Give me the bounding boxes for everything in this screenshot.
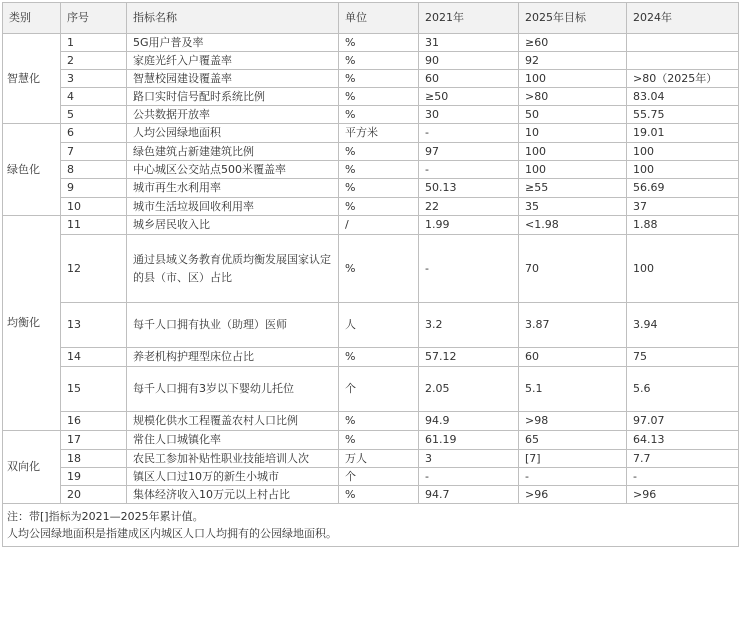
table-row: [3, 52, 739, 70]
value-2024: [627, 52, 739, 70]
table-row: [3, 235, 739, 303]
header-2021: 2021年: [419, 3, 519, 34]
table-row: [3, 412, 739, 431]
value-2025-target: 70: [519, 235, 627, 303]
table-row: [3, 486, 739, 504]
value-2024: 19.01: [627, 124, 739, 143]
note-line: 人均公园绿地面积是指建成区内城区人口人均拥有的公园绿地面积。: [7, 527, 337, 540]
notes-row: [3, 504, 739, 547]
value-2025-target: 10: [519, 124, 627, 143]
unit-cell: %: [339, 235, 419, 303]
value-2025-target: [7]: [519, 450, 627, 468]
value-2024: 55.75: [627, 106, 739, 124]
value-2021: 94.7: [419, 486, 519, 504]
indicator-name: 集体经济收入10万元以上村占比: [127, 486, 339, 504]
table-row: [3, 450, 739, 468]
value-2021: 22: [419, 198, 519, 216]
unit-cell: %: [339, 179, 419, 198]
unit-cell: %: [339, 34, 419, 52]
unit-cell: %: [339, 143, 419, 161]
header-2024: 2024年: [627, 3, 739, 34]
table-row: [3, 468, 739, 486]
row-number: 8: [61, 161, 127, 179]
row-number: 13: [61, 303, 127, 348]
value-2021: 3: [419, 450, 519, 468]
indicator-name: 人均公园绿地面积: [127, 124, 339, 143]
row-number: 11: [61, 216, 127, 235]
unit-cell: %: [339, 412, 419, 431]
indicator-name: 规模化供水工程覆盖农村人口比例: [127, 412, 339, 431]
unit-cell: %: [339, 348, 419, 367]
header-category: 类别: [3, 3, 61, 34]
row-number: 17: [61, 431, 127, 450]
value-2021: 2.05: [419, 367, 519, 412]
value-2024: >96: [627, 486, 739, 504]
unit-cell: %: [339, 431, 419, 450]
unit-cell: %: [339, 88, 419, 106]
value-2021: -: [419, 124, 519, 143]
value-2024: -: [627, 468, 739, 486]
value-2021: -: [419, 468, 519, 486]
category-cell: 绿色化: [3, 124, 61, 216]
value-2025-target: 50: [519, 106, 627, 124]
value-2025-target: 5.1: [519, 367, 627, 412]
value-2025-target: >98: [519, 412, 627, 431]
table-row: [3, 348, 739, 367]
row-number: 18: [61, 450, 127, 468]
table-row: [3, 216, 739, 235]
value-2024: 100: [627, 235, 739, 303]
indicator-name: 每千人口拥有执业（助理）医师: [127, 303, 339, 348]
value-2024: 97.07: [627, 412, 739, 431]
indicator-name: 常住人口城镇化率: [127, 431, 339, 450]
table-row: [3, 198, 739, 216]
value-2024: 56.69: [627, 179, 739, 198]
indicator-table-container: [2, 2, 738, 547]
value-2021: 90: [419, 52, 519, 70]
table-row: [3, 179, 739, 198]
indicator-table: [2, 2, 739, 547]
value-2025-target: ≥60: [519, 34, 627, 52]
table-row: [3, 34, 739, 52]
value-2021: 1.99: [419, 216, 519, 235]
indicator-name: 5G用户普及率: [127, 34, 339, 52]
unit-cell: 个: [339, 367, 419, 412]
table-row: [3, 70, 739, 88]
notes-cell: [3, 504, 739, 547]
table-row: [3, 431, 739, 450]
row-number: 3: [61, 70, 127, 88]
indicator-name: 城乡居民收入比: [127, 216, 339, 235]
indicator-name: 路口实时信号配时系统比例: [127, 88, 339, 106]
indicator-name: 通过县域义务教育优质均衡发展国家认定的县（市、区）占比: [127, 235, 339, 303]
note-line: 注：带[]指标为2021—2025年累计值。: [7, 510, 204, 523]
row-number: 6: [61, 124, 127, 143]
row-number: 10: [61, 198, 127, 216]
value-2021: 60: [419, 70, 519, 88]
value-2021: 61.19: [419, 431, 519, 450]
unit-cell: %: [339, 70, 419, 88]
table-row: [3, 88, 739, 106]
value-2025-target: 92: [519, 52, 627, 70]
indicator-name: 中心城区公交站点500米覆盖率: [127, 161, 339, 179]
indicator-name: 公共数据开放率: [127, 106, 339, 124]
value-2024: 100: [627, 161, 739, 179]
unit-cell: %: [339, 106, 419, 124]
value-2024: 3.94: [627, 303, 739, 348]
unit-cell: 平方米: [339, 124, 419, 143]
value-2024: 5.6: [627, 367, 739, 412]
value-2021: ≥50: [419, 88, 519, 106]
category-cell: 智慧化: [3, 34, 61, 124]
row-number: 15: [61, 367, 127, 412]
unit-cell: 人: [339, 303, 419, 348]
unit-cell: %: [339, 198, 419, 216]
row-number: 1: [61, 34, 127, 52]
row-number: 7: [61, 143, 127, 161]
table-row: [3, 367, 739, 412]
table-row: [3, 303, 739, 348]
indicator-name: 镇区人口过10万的新生小城市: [127, 468, 339, 486]
value-2025-target: -: [519, 468, 627, 486]
row-number: 16: [61, 412, 127, 431]
value-2021: 3.2: [419, 303, 519, 348]
value-2021: 97: [419, 143, 519, 161]
unit-cell: %: [339, 486, 419, 504]
value-2025-target: 35: [519, 198, 627, 216]
value-2025-target: 65: [519, 431, 627, 450]
value-2021: 50.13: [419, 179, 519, 198]
row-number: 2: [61, 52, 127, 70]
value-2024: 100: [627, 143, 739, 161]
value-2024: 7.7: [627, 450, 739, 468]
value-2024: >80（2025年）: [627, 70, 739, 88]
value-2025-target: >80: [519, 88, 627, 106]
value-2021: -: [419, 161, 519, 179]
value-2025-target: 100: [519, 143, 627, 161]
row-number: 20: [61, 486, 127, 504]
table-row: [3, 124, 739, 143]
value-2024: 37: [627, 198, 739, 216]
value-2024: 75: [627, 348, 739, 367]
table-body: [3, 34, 739, 547]
value-2024: 83.04: [627, 88, 739, 106]
row-number: 5: [61, 106, 127, 124]
table-row: [3, 106, 739, 124]
unit-cell: %: [339, 161, 419, 179]
header-row: [3, 3, 739, 34]
unit-cell: /: [339, 216, 419, 235]
value-2021: 94.9: [419, 412, 519, 431]
value-2024: 1.88: [627, 216, 739, 235]
indicator-name: 养老机构护理型床位占比: [127, 348, 339, 367]
value-2025-target: >96: [519, 486, 627, 504]
category-cell: 均衡化: [3, 216, 61, 431]
indicator-name: 农民工参加补贴性职业技能培训人次: [127, 450, 339, 468]
header-unit: 单位: [339, 3, 419, 34]
value-2025-target: <1.98: [519, 216, 627, 235]
unit-cell: 万人: [339, 450, 419, 468]
header-indicator-name: 指标名称: [127, 3, 339, 34]
indicator-name: 城市生活垃圾回收利用率: [127, 198, 339, 216]
table-row: [3, 143, 739, 161]
row-number: 19: [61, 468, 127, 486]
value-2021: 31: [419, 34, 519, 52]
value-2025-target: 3.87: [519, 303, 627, 348]
value-2021: -: [419, 235, 519, 303]
indicator-name: 城市再生水利用率: [127, 179, 339, 198]
value-2021: 30: [419, 106, 519, 124]
value-2024: [627, 34, 739, 52]
value-2025-target: 100: [519, 161, 627, 179]
table-row: [3, 161, 739, 179]
header-2025-target: 2025年目标: [519, 3, 627, 34]
row-number: 14: [61, 348, 127, 367]
value-2025-target: 100: [519, 70, 627, 88]
indicator-name: 智慧校园建设覆盖率: [127, 70, 339, 88]
category-cell: 双向化: [3, 431, 61, 504]
row-number: 12: [61, 235, 127, 303]
value-2025-target: 60: [519, 348, 627, 367]
row-number: 4: [61, 88, 127, 106]
header-number: 序号: [61, 3, 127, 34]
value-2021: 57.12: [419, 348, 519, 367]
row-number: 9: [61, 179, 127, 198]
unit-cell: 个: [339, 468, 419, 486]
unit-cell: %: [339, 52, 419, 70]
value-2025-target: ≥55: [519, 179, 627, 198]
value-2024: 64.13: [627, 431, 739, 450]
indicator-name: 家庭光纤入户覆盖率: [127, 52, 339, 70]
indicator-name: 每千人口拥有3岁以下婴幼儿托位: [127, 367, 339, 412]
indicator-name: 绿色建筑占新建建筑比例: [127, 143, 339, 161]
